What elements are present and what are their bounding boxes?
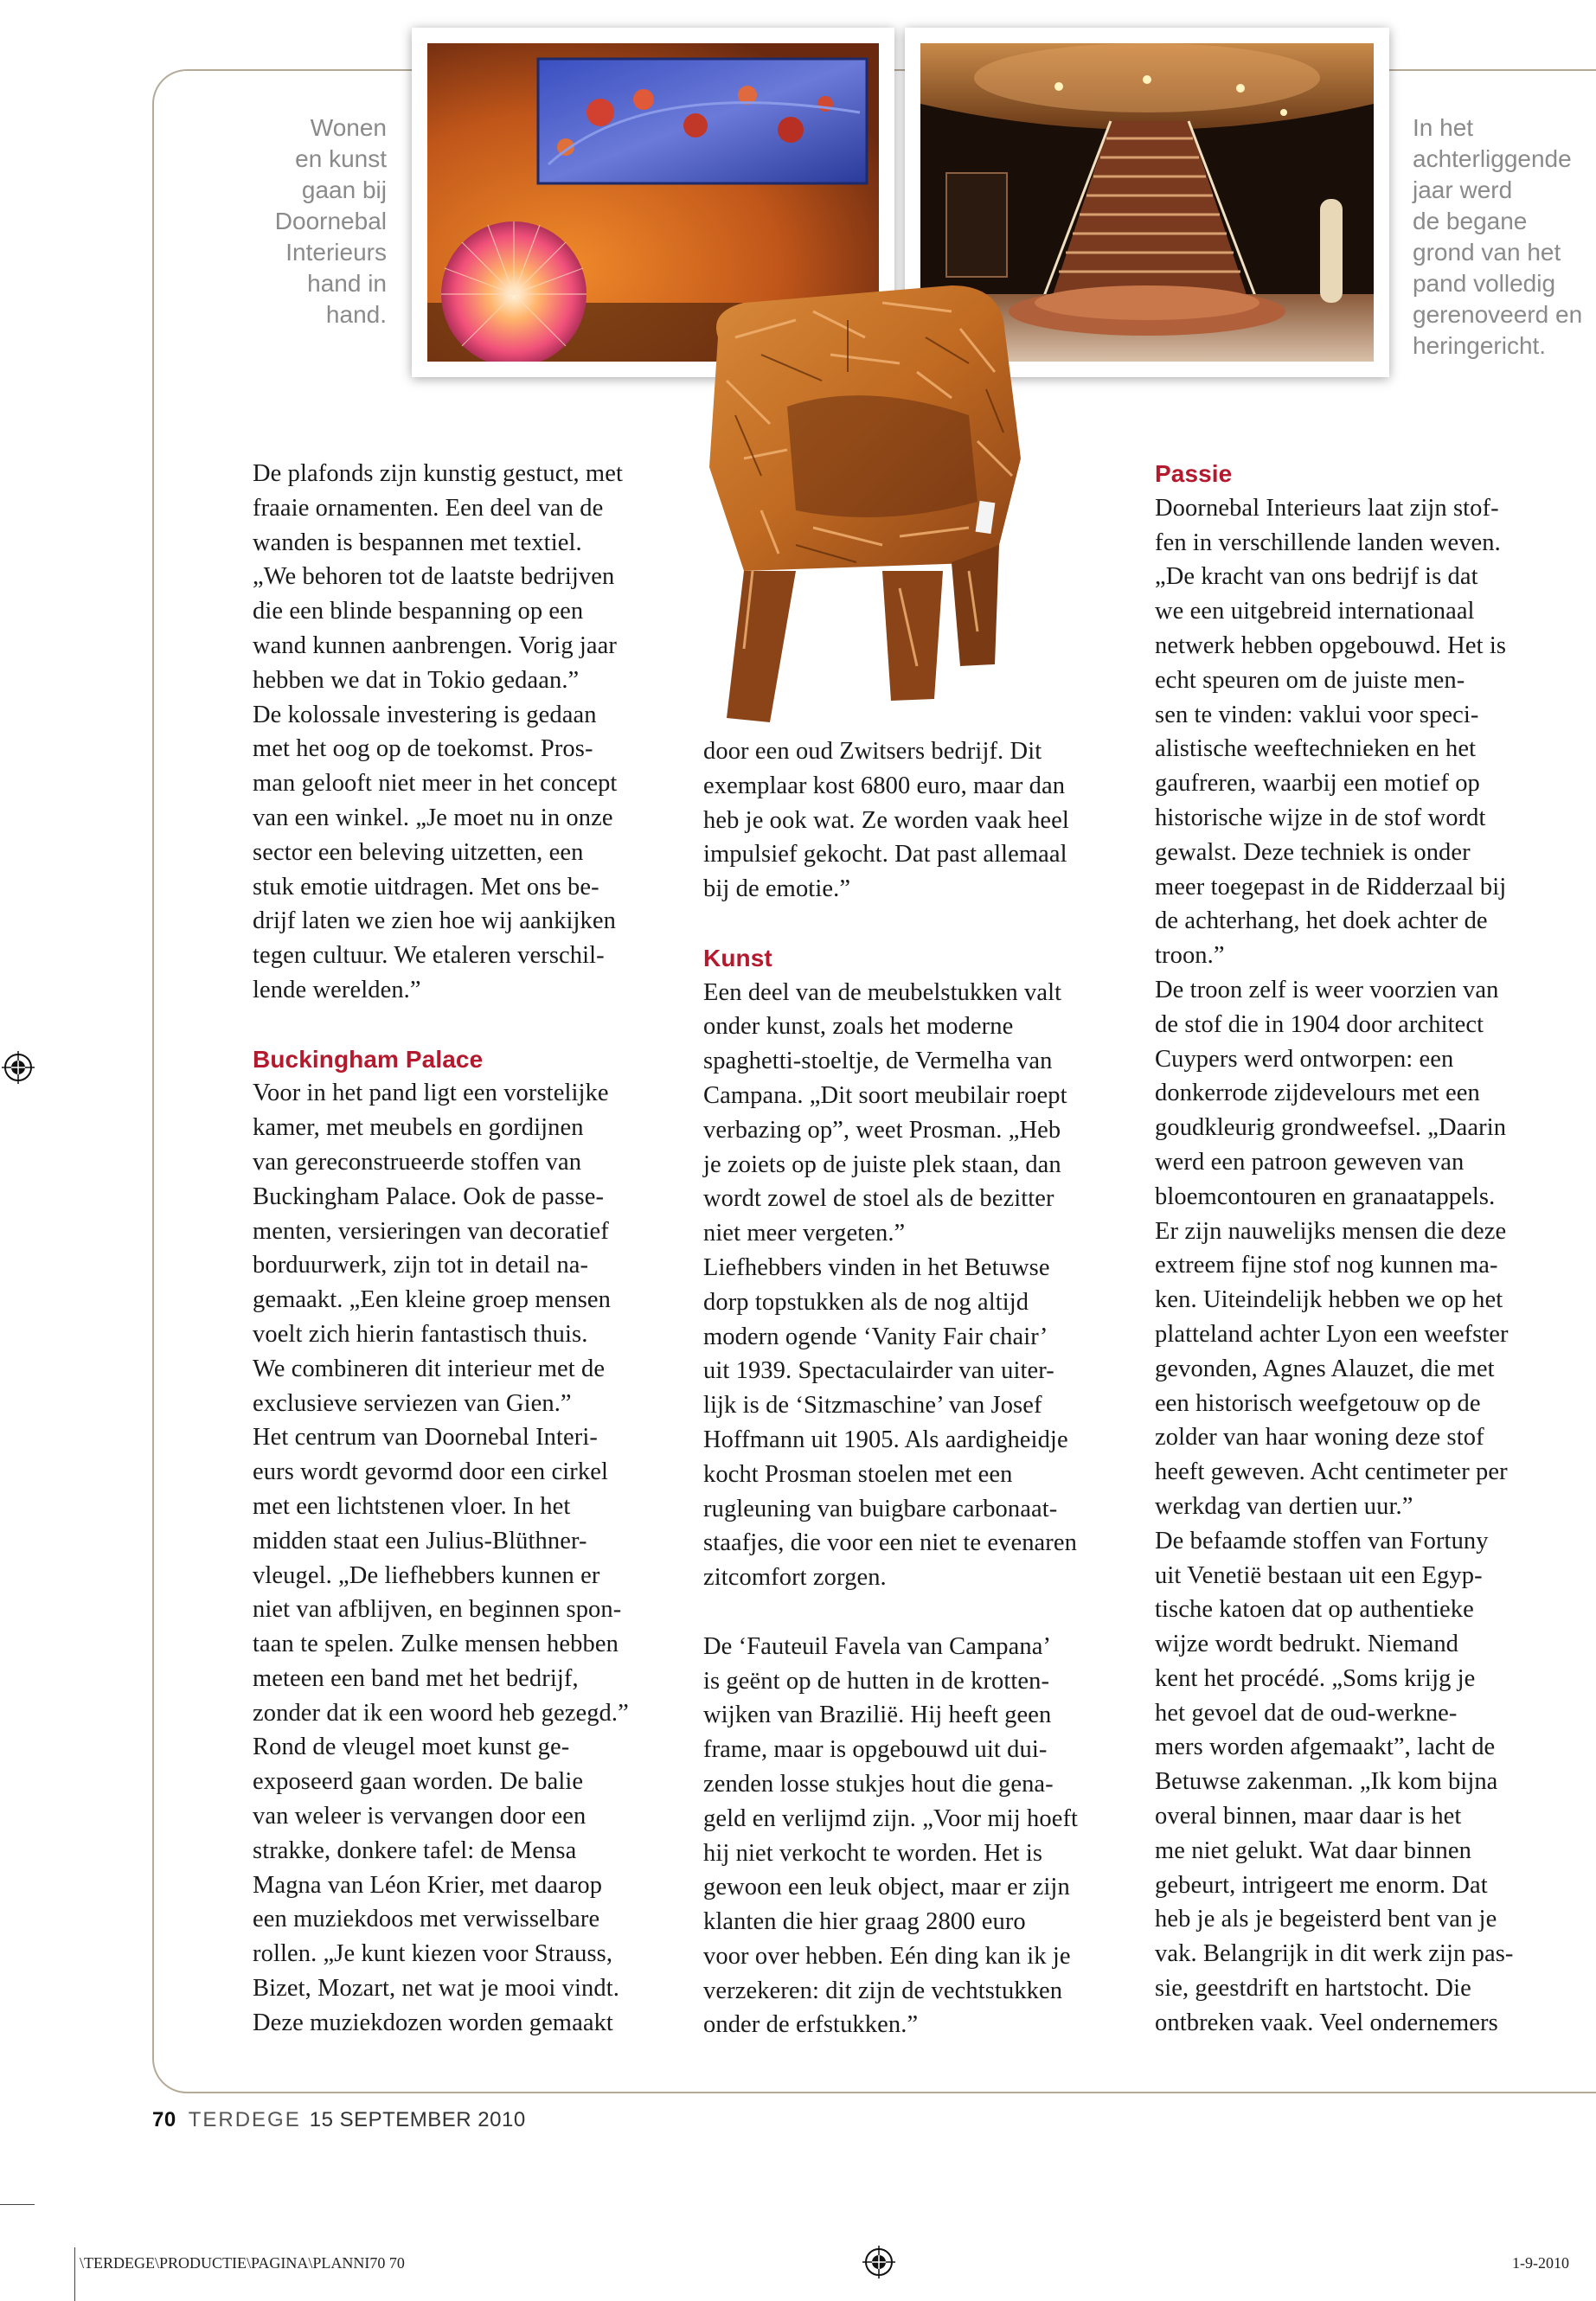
- caption-right: [1413, 112, 1586, 362]
- text-line: wijken van Brazilië. Hij heeft geen: [703, 1702, 1052, 1729]
- text-line: mers worden afgemaakt”, lacht de: [1155, 1734, 1496, 1761]
- text-line: en kunst: [295, 145, 387, 172]
- text-line: van weleer is vervangen door een: [253, 1803, 586, 1830]
- text-line: We combineren dit interieur met de: [253, 1355, 606, 1382]
- page-number: 70: [152, 2108, 176, 2131]
- text-line: Betuwse zakenman. „Ik kom bijna: [1155, 1768, 1498, 1796]
- text-line: historische wijze in de stof wordt: [1155, 804, 1486, 831]
- text-line: van een winkel. „Je moet nu in onze: [253, 804, 613, 831]
- issue-date: 15 SEPTEMBER 2010: [309, 2108, 526, 2131]
- text-line: jaar werd: [1413, 176, 1513, 203]
- text-line: Het centrum van Doornebal Interi-: [253, 1424, 598, 1452]
- text-line: Rond de vleugel moet kunst ge-: [253, 1734, 570, 1761]
- text-line: hand.: [325, 301, 387, 328]
- text-line: dorp topstukken als de nog altijd: [703, 1288, 1029, 1316]
- text-line: fen in verschillende landen weven.: [1155, 529, 1501, 556]
- text-line: gerenoveerd en: [1413, 301, 1583, 328]
- text-line: Buckingham Palace. Ook de passe-: [253, 1183, 605, 1210]
- text-line: werd een patroon geweven van: [1155, 1148, 1465, 1176]
- text-line: gaufreren, waarbij een motief op: [1155, 770, 1480, 798]
- text-line: overal binnen, maar daar is het: [1155, 1803, 1462, 1830]
- text-line: ken. Uiteindelijk hebben we op het: [1155, 1286, 1503, 1314]
- text-line: hebben we dat in Tokio gedaan.”: [253, 666, 580, 694]
- text-line: extreem fijne stof nog kunnen ma-: [1155, 1252, 1498, 1279]
- text-line: „We behoren tot de laatste bedrijven: [253, 563, 615, 591]
- col3-paragraph-1: [1155, 491, 1596, 2041]
- text-line: Doornebal Interieurs laat zijn stof-: [1155, 494, 1499, 522]
- text-line: het gevoel dat de oud-werkne-: [1155, 1699, 1458, 1727]
- text-line: wijze wordt bedrukt. Niemand: [1155, 1631, 1459, 1658]
- text-line: De plafonds zijn kunstig gestuct, met: [253, 460, 623, 487]
- text-line: Doornebal: [274, 208, 387, 234]
- text-line: een muziekdoos met verwisselbare: [253, 1906, 600, 1933]
- text-line: wordt zowel de stoel als de bezitter: [703, 1185, 1054, 1213]
- text-line: zenden losse stukjes hout die gena-: [703, 1770, 1054, 1798]
- text-line: gevonden, Agnes Alauzet, die met: [1155, 1355, 1495, 1382]
- column-1: [253, 457, 685, 2041]
- text-line: zonder dat ik een woord heb gezegd.”: [253, 1699, 629, 1727]
- text-line: zitcomfort zorgen.: [703, 1564, 887, 1592]
- text-line: met het oog op de toekomst. Pros-: [253, 735, 593, 763]
- text-line: Deze muziekdozen worden gemaakt: [253, 2009, 613, 2036]
- text-line: rollen. „Je kunt kiezen voor Strauss,: [253, 1940, 613, 1968]
- text-line: meer toegepast in de Ridderzaal bij: [1155, 873, 1507, 901]
- text-line: stuk emotie uitdragen. Met ons be-: [253, 873, 599, 901]
- text-line: borduurwerk, zijn tot in detail na-: [253, 1252, 589, 1279]
- text-line: niet meer vergeten.”: [703, 1220, 906, 1247]
- text-line: Campana. „Dit soort meubilair roept: [703, 1081, 1067, 1109]
- heading-passie: Passie: [1155, 460, 1233, 487]
- text-line: van gereconstrueerde stoffen van: [253, 1148, 582, 1176]
- text-line: kocht Prosman stoelen met een: [703, 1460, 1013, 1488]
- text-line: onder de erfstukken.”: [703, 2011, 919, 2039]
- text-line: vak. Belangrijk in dit werk zijn pas-: [1155, 1940, 1514, 1968]
- text-line: frame, maar is opgebouwd uit dui-: [703, 1736, 1048, 1764]
- text-line: geld en verlijmd zijn. „Voor mij hoeft: [703, 1804, 1079, 1832]
- text-line: voelt zich hierin fantastisch thuis.: [253, 1320, 588, 1348]
- text-line: eurs wordt gevormd door een cirkel: [253, 1458, 608, 1486]
- text-line: Bizet, Mozart, net wat je mooi vindt.: [253, 1975, 619, 2003]
- text-line: strakke, donkere tafel: de Mensa: [253, 1836, 577, 1864]
- text-line: gebeurt, intrigeert me enorm. Dat: [1155, 1871, 1488, 1899]
- text-line: wand kunnen aanbrengen. Vorig jaar: [253, 631, 618, 659]
- text-line: Wonen: [310, 114, 387, 141]
- text-line: menten, versieringen van decoratief: [253, 1217, 609, 1245]
- heading-buckingham-palace: Buckingham Palace: [253, 1045, 484, 1073]
- text-line: met een lichtstenen vloer. In het: [253, 1492, 571, 1520]
- text-line: is geënt op de hutten in de krotten-: [703, 1667, 1050, 1695]
- crop-mark-horizontal: [0, 2204, 35, 2205]
- text-line: me niet gelukt. Wat daar binnen: [1155, 1836, 1471, 1864]
- text-line: bij de emotie.”: [703, 875, 851, 903]
- text-line: sen te vinden: vaklui voor speci-: [1155, 701, 1479, 728]
- heading-kunst: Kunst: [703, 944, 772, 971]
- text-line: netwerk hebben opgebouwd. Het is: [1155, 631, 1507, 659]
- text-line: niet van afblijven, en beginnen spon-: [253, 1596, 622, 1624]
- text-line: die een blinde bespanning op een: [253, 598, 584, 625]
- text-line: goudkleurig grondweefsel. „Daarin: [1155, 1114, 1507, 1142]
- text-line: Er zijn nauwelijks mensen die deze: [1155, 1217, 1507, 1245]
- text-line: In het: [1413, 114, 1474, 141]
- slug-path: \TERDEGE\PRODUCTIE\PAGINA\PLANNI70 70: [80, 2254, 405, 2272]
- text-line: troon.”: [1155, 942, 1225, 970]
- text-line: een historisch weefgetouw op de: [1155, 1389, 1481, 1417]
- text-line: grond van het: [1413, 239, 1561, 266]
- text-line: fraaie ornamenten. Een deel van de: [253, 494, 604, 522]
- text-line: tische katoen dat op authentieke: [1155, 1596, 1474, 1624]
- text-line: Liefhebbers vinden in het Betuwse: [703, 1253, 1050, 1281]
- text-line: gewalst. Deze techniek is onder: [1155, 838, 1471, 866]
- text-line: voor over hebben. Eén ding kan ik je: [703, 1942, 1071, 1970]
- text-line: gaan bij: [301, 176, 387, 203]
- text-line: de achterhang, het doek achter de: [1155, 907, 1488, 935]
- text-line: wanden is bespannen met textiel.: [253, 529, 582, 556]
- text-line: De befaamde stoffen van Fortuny: [1155, 1527, 1489, 1554]
- text-line: onder kunst, zoals het moderne: [703, 1013, 1014, 1041]
- text-line: sector een beleving uitzetten, een: [253, 838, 584, 866]
- text-line: exclusieve serviezen van Gien.”: [253, 1389, 572, 1417]
- text-line: sie, geestdrift en hartstocht. Die: [1155, 1975, 1471, 2003]
- text-line: Cuypers werd ontworpen: een: [1155, 1045, 1454, 1073]
- registration-mark-icon: [862, 2246, 895, 2279]
- text-line: verbazing op”, weet Prosman. „Heb: [703, 1116, 1061, 1144]
- text-line: hij niet verkocht te worden. Het is: [703, 1839, 1043, 1867]
- text-line: tegen cultuur. We etaleren verschil-: [253, 942, 605, 970]
- text-line: modern ogende ‘Vanity Fair chair’: [703, 1323, 1048, 1350]
- text-line: gemaakt. „Een kleine groep mensen: [253, 1286, 612, 1314]
- text-line: exemplaar kost 6800 euro, maar dan: [703, 772, 1066, 799]
- text-line: Interieurs: [285, 239, 387, 266]
- crop-mark-vertical: [74, 2247, 75, 2301]
- text-line: midden staat een Julius-Blüthner-: [253, 1527, 587, 1554]
- text-line: zolder van haar woning deze stof: [1155, 1424, 1484, 1452]
- text-line: De ‘Fauteuil Favela van Campana’: [703, 1632, 1052, 1660]
- text-line: hand in: [307, 270, 387, 297]
- text-line: ontbreken vaak. Veel ondernemers: [1155, 2009, 1498, 2036]
- text-line: de begane: [1413, 208, 1528, 234]
- text-line: donkerrode zijdevelours met een: [1155, 1080, 1480, 1107]
- text-line: heeft geweven. Acht centimeter per: [1155, 1458, 1508, 1486]
- text-line: door een oud Zwitsers bedrijf. Dit: [703, 738, 1042, 765]
- col1-paragraph-2: [253, 1076, 685, 2040]
- text-line: taan te spelen. Zulke mensen hebben: [253, 1631, 619, 1658]
- chair-photo: [692, 285, 1073, 735]
- registration-mark-icon: [2, 1051, 35, 1084]
- text-line: klanten die hier graag 2800 euro: [703, 1908, 1026, 1936]
- col1-paragraph-1: [253, 457, 685, 1008]
- text-line: heb je als je begeisterd bent van je: [1155, 1906, 1497, 1933]
- text-line: de stof die in 1904 door architect: [1155, 1010, 1484, 1038]
- text-line: man gelooft niet meer in het concept: [253, 770, 618, 798]
- column-2: [703, 734, 1141, 2042]
- text-line: uit Venetië bestaan uit een Egyp-: [1155, 1561, 1483, 1589]
- text-line: Magna van Léon Krier, met daarop: [253, 1871, 603, 1899]
- page-footer: [152, 2108, 526, 2132]
- column-3: [1155, 457, 1596, 2041]
- text-line: kamer, met meubels en gordijnen: [253, 1114, 584, 1142]
- text-line: drijf laten we zien hoe wij aankijken: [253, 907, 616, 935]
- text-line: rugleuning van buigbare carbonaat-: [703, 1495, 1058, 1522]
- col2-paragraph-2: [703, 976, 1141, 1595]
- text-line: meteen een band met het bedrijf,: [253, 1664, 579, 1692]
- text-line: alistische weeftechnieken en het: [1155, 735, 1477, 763]
- text-line: exposeerd gaan worden. De balie: [253, 1768, 584, 1796]
- text-line: uit 1939. Spectaculairder van uiter-: [703, 1357, 1054, 1385]
- text-line: bloemcontouren en granaatappels.: [1155, 1183, 1496, 1210]
- text-line: we een uitgebreid internationaal: [1155, 598, 1475, 625]
- text-line: heb je ook wat. Ze worden vaak heel: [703, 806, 1069, 834]
- text-line: „De kracht van ons bedrijf is dat: [1155, 563, 1478, 591]
- text-line: De kolossale investering is gedaan: [253, 701, 597, 728]
- text-line: echt speuren om de juiste men-: [1155, 666, 1465, 694]
- text-line: Een deel van de meubelstukken valt: [703, 978, 1062, 1006]
- text-line: pand volledig: [1413, 270, 1556, 297]
- col2-paragraph-1: [703, 734, 1141, 907]
- col2-paragraph-3: [703, 1630, 1141, 2043]
- text-line: staafjes, die voor een niet te evenaren: [703, 1529, 1077, 1557]
- text-line: De troon zelf is weer voorzien van: [1155, 976, 1499, 1003]
- text-line: Hoffmann uit 1905. Als aardigheidje: [703, 1426, 1068, 1453]
- text-line: impulsief gekocht. Dat past allemaal: [703, 841, 1067, 868]
- text-line: spaghetti-stoeltje, de Vermelha van: [703, 1048, 1053, 1075]
- caption-left: [251, 112, 387, 330]
- text-line: werkdag van dertien uur.”: [1155, 1492, 1413, 1520]
- text-line: achterliggende: [1413, 145, 1572, 172]
- text-line: kent het procédé. „Soms krijg je: [1155, 1664, 1476, 1692]
- slug-date: 1-9-2010: [1512, 2254, 1569, 2272]
- text-line: gewoon een leuk object, maar er zijn: [703, 1874, 1070, 1901]
- text-line: lijk is de ‘Sitzmaschine’ van Josef: [703, 1392, 1042, 1420]
- text-line: je zoiets op de juiste plek staan, dan: [703, 1150, 1061, 1178]
- text-line: platteland achter Lyon een weefster: [1155, 1320, 1509, 1348]
- text-line: verzekeren: dit zijn de vechtstukken: [703, 1977, 1063, 2004]
- text-line: Voor in het pand ligt een vorstelijke: [253, 1080, 609, 1107]
- text-line: lende werelden.”: [253, 976, 421, 1003]
- magazine-name: TERDEGE: [188, 2108, 301, 2131]
- text-line: vleugel. „De liefhebbers kunnen er: [253, 1561, 600, 1589]
- text-line: heringericht.: [1413, 332, 1547, 359]
